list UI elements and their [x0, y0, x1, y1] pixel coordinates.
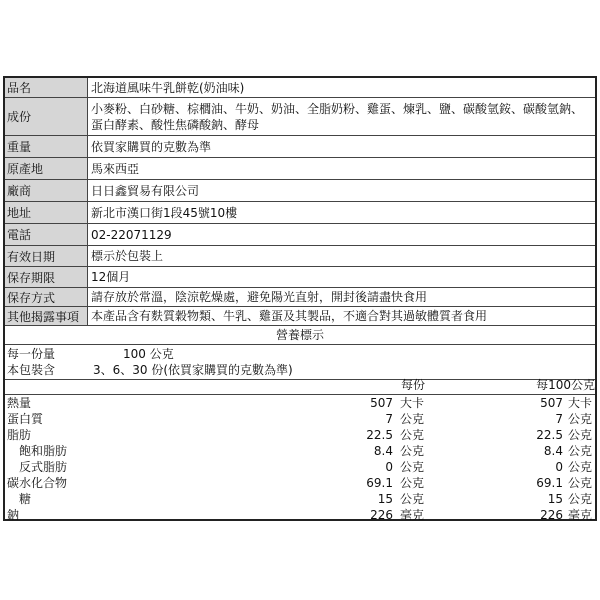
row-phone — [5, 224, 595, 246]
row-address — [5, 202, 595, 224]
nutrient-per-serving: 0 — [385, 460, 393, 474]
nutrient-per-serving: 226 — [370, 508, 393, 522]
nutrient-per-serving: 8.4 — [373, 444, 393, 458]
value-shelf-life: 12個月 — [91, 270, 131, 284]
nutrient-per-serving: 69.1 — [366, 476, 393, 490]
nutrient-name: 糖 — [19, 492, 32, 506]
label-origin: 原產地 — [5, 158, 88, 179]
nutrient-name: 熱量 — [7, 396, 32, 410]
label-phone: 電話 — [5, 224, 88, 245]
nutrient-unit: 大卡 — [568, 396, 593, 410]
nutrient-name: 反式脂肪 — [19, 460, 68, 474]
nutrient-per-100g: 8.4 — [543, 444, 563, 458]
nutrient-unit: 公克 — [400, 492, 425, 506]
row-expiry-date — [5, 246, 595, 267]
label-expiry-date: 有效日期 — [5, 246, 88, 266]
value-expiry-date: 標示於包裝上 — [91, 249, 164, 263]
nutrient-per-serving: 15 — [377, 492, 393, 506]
nutrient-unit: 公克 — [568, 476, 593, 490]
value-storage: 請存放於常溫，陰涼乾燥處，避免陽光直射，開封後請盡快食用 — [91, 290, 428, 304]
value-ingredients: 小麥粉、白砂糖、棕櫚油、牛奶、奶油、全脂奶粉、雞蛋、煉乳、鹽、碳酸氫銨、碳酸氫鈉、蛋白酵素、酸性焦磷酸鈉、酵母 — [91, 101, 584, 132]
nutrient-per-100g: 226 — [540, 508, 563, 522]
label-shelf-life: 保存期限 — [5, 267, 88, 287]
nutrient-unit: 公克 — [568, 444, 593, 458]
nutrient-unit: 公克 — [568, 428, 593, 442]
value-manufacturer: 日日鑫貿易有限公司 — [91, 183, 200, 198]
nutrient-unit: 公克 — [400, 412, 425, 426]
nutrient-unit: 公克 — [568, 492, 593, 506]
value-product-name: 北海道風味牛乳餅乾(奶油味) — [91, 80, 245, 95]
nutrient-per-100g: 69.1 — [536, 476, 563, 490]
row-storage — [5, 288, 595, 307]
nutrient-per-serving: 507 — [370, 396, 393, 410]
value-disclosure: 本產品含有麩質穀物類、牛乳、雞蛋及其製品，不適合對其過敏體質者食用 — [91, 309, 488, 323]
row-shelf-life — [5, 267, 595, 288]
nutrient-unit: 公克 — [568, 412, 593, 426]
nutrient-per-100g: 15 — [547, 492, 563, 506]
nutrient-unit: 公克 — [568, 460, 593, 474]
value-weight: 依買家購買的克數為準 — [91, 139, 212, 154]
row-origin — [5, 158, 595, 180]
nutrient-unit: 公克 — [400, 476, 425, 490]
nutrient-unit: 大卡 — [400, 396, 425, 410]
nutrient-per-100g: 0 — [555, 460, 563, 474]
label-storage: 保存方式 — [5, 288, 88, 306]
row-manufacturer — [5, 180, 595, 202]
label-ingredients: 成份 — [5, 98, 88, 135]
nutrient-unit: 公克 — [400, 428, 425, 442]
nutrient-per-serving: 22.5 — [366, 428, 393, 442]
nutrient-unit: 毫克 — [568, 508, 593, 522]
product-info-sheet — [3, 76, 597, 521]
row-disclosure — [5, 307, 595, 326]
label-address: 地址 — [5, 202, 88, 223]
nutrient-per-100g: 7 — [555, 412, 563, 426]
nutrient-unit: 毫克 — [400, 508, 425, 522]
value-origin: 馬來西亞 — [91, 161, 140, 176]
value-phone: 02-22071129 — [91, 227, 172, 242]
row-ingredients — [5, 98, 595, 136]
nutrient-per-100g: 507 — [540, 396, 563, 410]
nutrient-name: 鈉 — [7, 508, 20, 522]
servings-per-pack-value: 3、6、30 份(依買家購買的克數為準) — [93, 363, 293, 377]
nutrient-per-serving: 7 — [385, 412, 393, 426]
nutrient-name: 脂肪 — [7, 428, 32, 442]
nutrient-name: 蛋白質 — [7, 412, 44, 426]
nutrient-unit: 公克 — [400, 444, 425, 458]
label-disclosure: 其他揭露事項 — [5, 307, 88, 325]
nutrient-unit: 公克 — [400, 460, 425, 474]
row-weight — [5, 136, 595, 158]
nutrient-name: 飽和脂肪 — [19, 444, 68, 458]
label-product-name: 品名 — [5, 78, 88, 97]
nutrient-name: 碳水化合物 — [7, 476, 68, 490]
nutrition-title: 營養標示 — [5, 326, 595, 345]
row-product-name — [5, 78, 595, 98]
label-weight: 重量 — [5, 136, 88, 157]
serving-size-label: 每一份量 — [7, 347, 56, 361]
serving-size-value: 100 公克 — [123, 347, 174, 361]
servings-per-pack-label: 本包裝含 — [7, 363, 56, 377]
col-header-per-100g: 每100公克 — [536, 378, 595, 392]
label-manufacturer: 廠商 — [5, 180, 88, 201]
nutrient-per-100g: 22.5 — [536, 428, 563, 442]
col-header-per-serving: 每份 — [400, 378, 425, 392]
value-address: 新北市漢口街1段45號10樓 — [91, 205, 238, 220]
